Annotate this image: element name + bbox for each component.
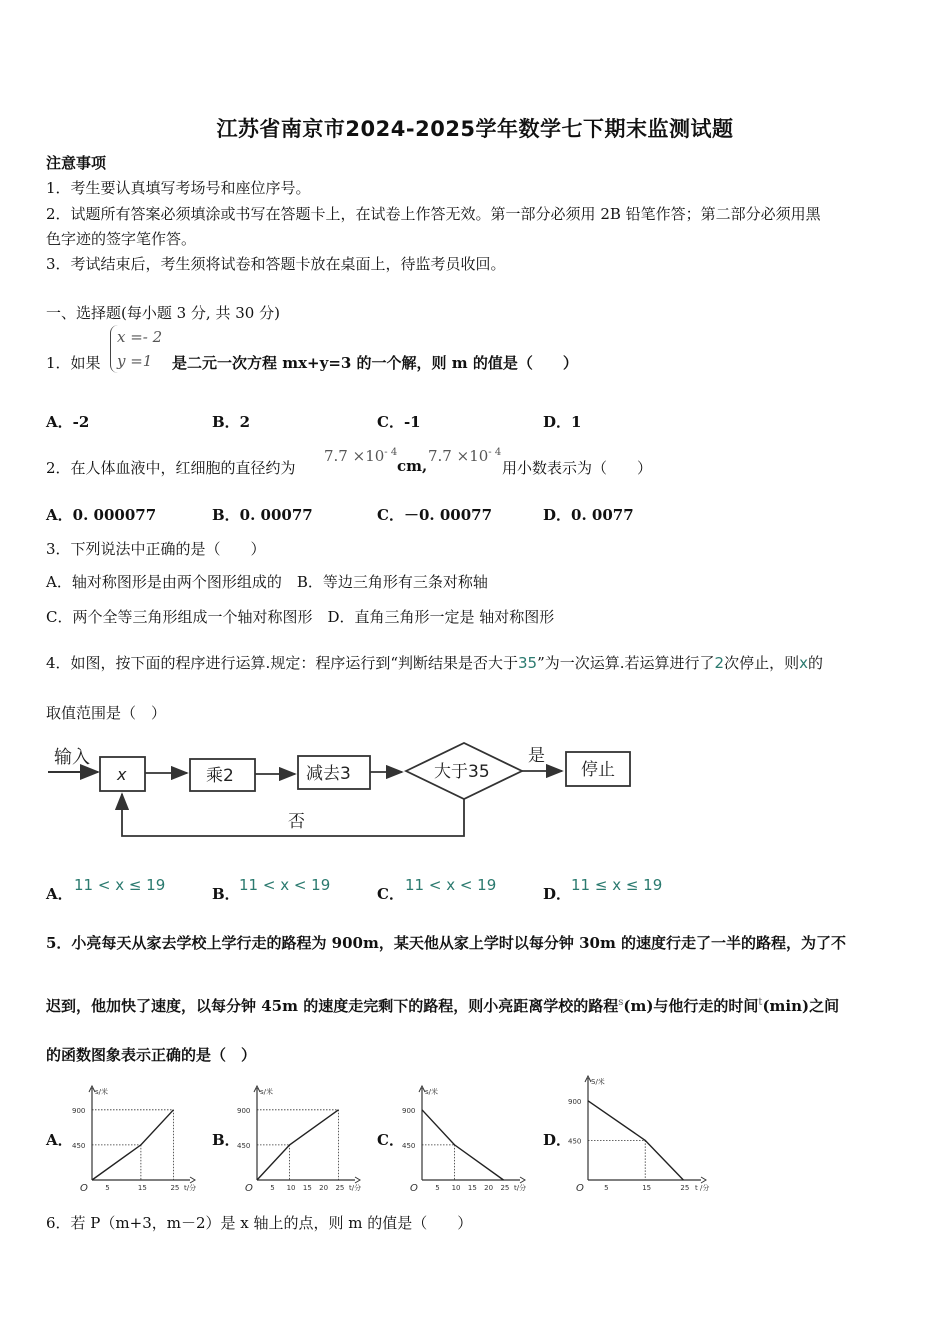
x-tick-label: 20 xyxy=(319,1184,329,1192)
x-axis-label: t/分 xyxy=(514,1184,527,1192)
y-axis-label: s/米 xyxy=(260,1088,274,1096)
x-tick-label: 5 xyxy=(604,1184,609,1192)
notice-item: 1．考生要认真填写考场号和座位序号。 xyxy=(46,179,311,197)
flow-decision-label: 大于35 xyxy=(434,762,490,782)
origin-label: O xyxy=(410,1183,418,1194)
y-tick-label: 900 xyxy=(72,1106,86,1115)
x-tick-label: 15 xyxy=(642,1184,652,1192)
q1-sys-line2: y =1 xyxy=(117,352,153,370)
q4-flowchart xyxy=(40,735,660,845)
q1-number: 1．如果 xyxy=(46,354,101,372)
q1-sys-line1: x =- 2 xyxy=(117,328,163,346)
q1-option-a: A．-2 xyxy=(46,413,90,431)
x-tick-label: 15 xyxy=(137,1184,147,1192)
x-tick-label: 20 xyxy=(484,1184,494,1192)
notice-item: 色字迹的签字笔作答。 xyxy=(46,230,197,248)
q5-option-c-letter: C． xyxy=(377,1131,404,1149)
q5-graph-d xyxy=(566,1072,711,1194)
q5-var-s: s xyxy=(618,997,624,1008)
q1-option-b: B．2 xyxy=(212,413,251,431)
x-axis-arrow xyxy=(701,1177,706,1183)
flow-box-subtract-label: 减去3 xyxy=(306,764,351,784)
q4-option-d-value: 11 ≤ x ≤ 19 xyxy=(571,876,663,894)
origin-label: O xyxy=(80,1183,88,1194)
x-axis-label: t/分 xyxy=(184,1184,197,1192)
section-heading: 一、选择题(每小题 3 分, 共 30 分) xyxy=(46,304,280,322)
q4-option-b-letter: B． xyxy=(212,885,240,903)
flow-box-x-label: x xyxy=(117,765,127,784)
x-tick-label: 15 xyxy=(302,1184,312,1192)
q4-value-35: 35 xyxy=(517,654,538,672)
x-tick-label: 5 xyxy=(435,1184,440,1192)
q5-graph-b xyxy=(235,1082,365,1194)
q4-line2: 取值范围是（ ） xyxy=(46,704,167,722)
q1-option-c: C．-1 xyxy=(377,413,421,431)
q2-math-1: $7.7 \times 10^{- 4}$ xyxy=(324,447,398,465)
x-axis-arrow xyxy=(190,1177,195,1183)
q2-option-a: A．0. 000077 xyxy=(46,506,157,524)
x-tick-label: 15 xyxy=(467,1184,477,1192)
y-axis-label: s/米 xyxy=(425,1088,439,1096)
q2-text-c: 用小数表示为（ ） xyxy=(502,459,653,477)
x-tick-label: 5 xyxy=(270,1184,275,1192)
x-axis-label: t/分 xyxy=(349,1184,362,1192)
y-axis-label: s/米 xyxy=(95,1088,109,1096)
flow-box-stop-label: 停止 xyxy=(581,760,615,780)
q5-option-b-letter: B． xyxy=(212,1131,240,1149)
q4-option-a-value: 11 < x ≤ 19 xyxy=(74,876,166,894)
flow-input-label: 输入 xyxy=(54,747,90,768)
q4-option-c-letter: C． xyxy=(377,885,404,903)
y-tick-label: 450 xyxy=(402,1141,416,1150)
x-tick-label: 25 xyxy=(335,1184,345,1192)
x-axis-arrow xyxy=(520,1177,525,1183)
q2-option-b: B．0. 00077 xyxy=(212,506,313,524)
y-tick-label: 900 xyxy=(568,1097,582,1106)
y-tick-label: 450 xyxy=(568,1137,582,1146)
y-tick-label: 450 xyxy=(237,1141,251,1150)
q5-option-a-letter: A． xyxy=(46,1131,73,1149)
q5-graph-c xyxy=(400,1082,530,1194)
notice-item: 2．试题所有答案必须填涂或书写在答题卡上，在试卷上作答无效。第一部分必须用 2B 铅笔作答；第二部分必须用黑 xyxy=(46,205,821,223)
q3-options-line2: C．两个全等三角形组成一个轴对称图形 D．直角三角形一定是 轴对称图形 xyxy=(46,608,555,626)
notice-item: 3．考试结束后，考生须将试卷和答题卡放在桌面上，待监考员收回。 xyxy=(46,255,506,273)
q4-option-d-letter: D． xyxy=(543,885,572,903)
origin-label: O xyxy=(245,1183,253,1194)
q1-equation-system xyxy=(110,325,162,373)
q4-var-x: x xyxy=(799,654,808,672)
x-tick-label: 10 xyxy=(451,1184,461,1192)
q2-text-a: 2．在人体血液中，红细胞的直径约为 xyxy=(46,459,296,477)
q3-text: 3．下列说法中正确的是（ ） xyxy=(46,540,266,558)
q3-options-line1: A．轴对称图形是由两个图形组成的 B．等边三角形有三条对称轴 xyxy=(46,573,488,591)
q2-math-2: $7.7 \times 10^{- 4}$ xyxy=(428,447,502,465)
q5-line2: 迟到，他加快了速度，以每分钟 45m 的速度走完剩下的路程，则小亮距离学校的路程$^s$(m)与他行走的时间$^t$(min)之间 xyxy=(46,997,840,1015)
q4-option-a-letter: A． xyxy=(46,885,73,903)
notice-heading: 注意事项 xyxy=(46,154,107,172)
q4-value-2: 2 xyxy=(714,654,725,672)
q2-option-c: C．－0. 00077 xyxy=(377,506,493,524)
flow-box-multiply-label: 乘2 xyxy=(206,766,234,786)
y-tick-label: 900 xyxy=(402,1106,416,1115)
y-tick-label: 450 xyxy=(72,1141,86,1150)
y-axis-label: S/米 xyxy=(591,1078,605,1086)
q6-text: 6．若 P（m+3，m－2）是 x 轴上的点，则 m 的值是（ ） xyxy=(46,1214,473,1232)
q1-option-d: D．1 xyxy=(543,413,582,431)
x-tick-label: 10 xyxy=(286,1184,296,1192)
q5-line1: 5．小亮每天从家去学校上学行走的路程为 900m，某天他从家上学时以每分钟 30m 的速度行走了一半的路程，为了不 xyxy=(46,934,847,952)
series-line xyxy=(588,1101,683,1180)
y-tick-label: 900 xyxy=(237,1106,251,1115)
flow-yes-label: 是 xyxy=(528,746,545,766)
q4-text: 4．如图，按下面的程序进行运算.规定：程序运行到“判断结果是否大于35”为一次运算.若运算进行了2次停止，则x的 xyxy=(46,654,823,672)
q5-line3: 的函数图象表示正确的是（ ） xyxy=(46,1046,257,1064)
q2-option-d: D．0. 0077 xyxy=(543,506,634,524)
q5-option-d-letter: D． xyxy=(543,1131,572,1149)
q5-graph-a xyxy=(70,1082,200,1194)
x-tick-label: 25 xyxy=(170,1184,180,1192)
origin-label: O xyxy=(576,1183,584,1194)
x-tick-label: 25 xyxy=(680,1184,690,1192)
q4-option-b-value: 11 < x < 19 xyxy=(239,876,331,894)
q4-option-c-value: 11 < x < 19 xyxy=(405,876,497,894)
flow-no-label: 否 xyxy=(288,812,305,832)
q1-text: 是二元一次方程 mx+y=3 的一个解，则 m 的值是（ ） xyxy=(172,354,578,372)
x-tick-label: 5 xyxy=(105,1184,110,1192)
page-title: 江苏省南京市2024-2025学年数学七下期末监测试题 xyxy=(216,117,734,141)
x-tick-label: 25 xyxy=(500,1184,510,1192)
x-axis-label: t /分 xyxy=(695,1184,710,1192)
q5-var-t: t xyxy=(758,997,763,1008)
x-axis-arrow xyxy=(355,1177,360,1183)
q2-text-b: cm, xyxy=(397,457,428,475)
